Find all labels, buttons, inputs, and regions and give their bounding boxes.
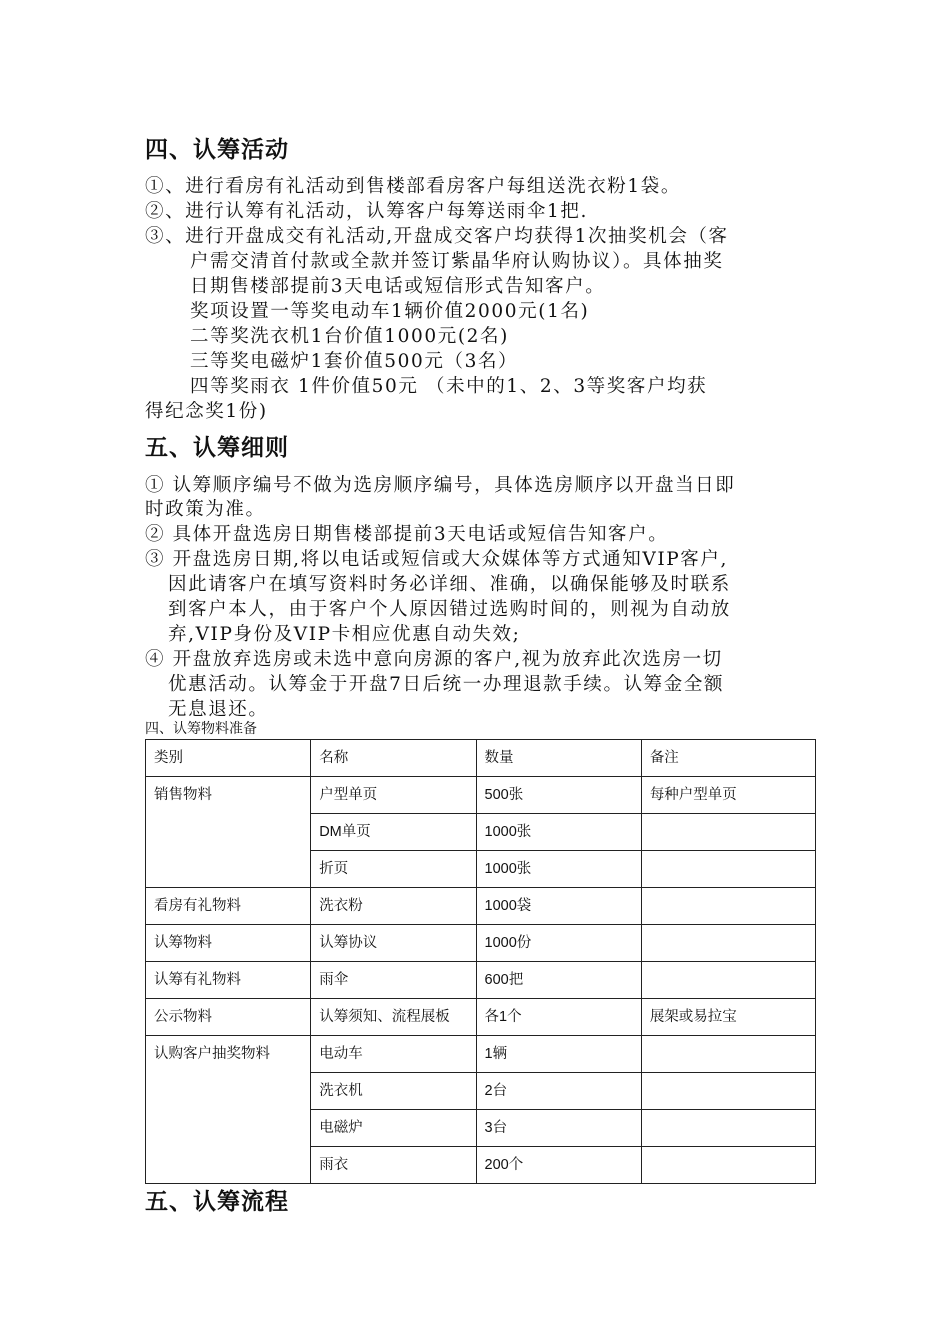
qty-cell: 1000袋 — [476, 888, 641, 925]
name-cell: 洗衣机 — [311, 1073, 476, 1110]
s5-line-4: ③ 开盘选房日期,将以电话或短信或大众媒体等方式通知VIP客户, — [145, 549, 728, 570]
s4-line-10: 得纪念奖1份) — [145, 401, 268, 422]
table-row — [146, 962, 816, 999]
category-cell: 看房有礼物料 — [146, 888, 311, 925]
table-row — [146, 925, 816, 962]
note-cell — [641, 925, 815, 962]
qty-cell: 500张 — [476, 777, 641, 814]
header-quantity: 数量 — [476, 740, 641, 777]
category-cell: 销售物料 — [146, 777, 311, 888]
name-cell: 电动车 — [311, 1036, 476, 1073]
table-caption: 四、认筹物料准备 — [145, 721, 257, 737]
s4-line-1: ①、进行看房有礼活动到售楼部看房客户每组送洗衣粉1袋。 — [145, 176, 681, 197]
qty-cell: 1000张 — [476, 814, 641, 851]
qty-cell: 3台 — [476, 1110, 641, 1147]
name-cell: 雨衣 — [311, 1147, 476, 1184]
s5-line-5: 因此请客户在填写资料时务必详细、准确，以确保能够及时联系 — [168, 574, 731, 595]
name-cell: 折页 — [311, 851, 476, 888]
s5-line-6: 到客户本人，由于客户个人原因错过选购时间的，则视为自动放 — [168, 599, 731, 620]
s4-line-3: ③、进行开盘成交有礼活动,开盘成交客户均获得1次抽奖机会（客 — [145, 226, 729, 247]
s4-line-9: 四等奖雨衣 1件价值50元 （未中的1、2、3等奖客户均获 — [190, 376, 708, 397]
qty-cell: 200个 — [476, 1147, 641, 1184]
qty-cell: 1000份 — [476, 925, 641, 962]
table-row — [146, 999, 816, 1036]
note-cell — [641, 1147, 815, 1184]
s4-line-8: 三等奖电磁炉1套价值500元（3名） — [190, 351, 519, 372]
table-header-row — [146, 740, 816, 777]
s4-line-7: 二等奖洗衣机1台价值1000元(2名) — [190, 326, 509, 347]
s5-line-1: ① 认筹顺序编号不做为选房顺序编号，具体选房顺序以开盘当日即 — [145, 475, 736, 496]
qty-cell: 1000张 — [476, 851, 641, 888]
name-cell: 雨伞 — [311, 962, 476, 999]
name-cell: 认筹协议 — [311, 925, 476, 962]
name-cell: 户型单页 — [311, 777, 476, 814]
qty-cell: 600把 — [476, 962, 641, 999]
section4-heading: 四、认筹活动 — [145, 137, 289, 163]
note-cell — [641, 1036, 815, 1073]
note-cell: 展架或易拉宝 — [641, 999, 815, 1036]
category-cell: 认购客户抽奖物料 — [146, 1036, 311, 1184]
s5-line-7: 弃,VIP身份及VIP卡相应优惠自动失效; — [168, 624, 521, 645]
table-row — [146, 888, 816, 925]
next-section-heading: 五、认筹流程 — [145, 1189, 289, 1215]
header-note: 备注 — [641, 740, 815, 777]
s5-line-9: 优惠活动。认筹金于开盘7日后统一办理退款手续。认筹金全额 — [168, 674, 725, 695]
s5-line-3: ② 具体开盘选房日期售楼部提前3天电话或短信告知客户。 — [145, 524, 669, 545]
note-cell — [641, 962, 815, 999]
s4-line-5: 日期售楼部提前3天电话或短信形式告知客户。 — [190, 276, 606, 297]
qty-cell: 1辆 — [476, 1036, 641, 1073]
s4-line-2: ②、进行认筹有礼活动，认筹客户每筹送雨伞1把. — [145, 201, 588, 222]
name-cell: 电磁炉 — [311, 1110, 476, 1147]
table-row — [146, 777, 816, 814]
qty-cell: 各1个 — [476, 999, 641, 1036]
note-cell — [641, 851, 815, 888]
s4-line-6: 奖项设置一等奖电动车1辆价值2000元(1名) — [190, 301, 590, 322]
materials-table — [145, 739, 816, 1184]
category-cell: 认筹有礼物料 — [146, 962, 311, 999]
category-cell: 公示物料 — [146, 999, 311, 1036]
s5-line-2: 时政策为准。 — [145, 499, 266, 520]
s5-line-8: ④ 开盘放弃选房或未选中意向房源的客户,视为放弃此次选房一切 — [145, 649, 723, 670]
name-cell: DM单页 — [311, 814, 476, 851]
section5-heading: 五、认筹细则 — [145, 435, 289, 461]
header-name: 名称 — [311, 740, 476, 777]
note-cell — [641, 1110, 815, 1147]
note-cell — [641, 814, 815, 851]
s5-line-10: 无息退还。 — [168, 699, 269, 720]
qty-cell: 2台 — [476, 1073, 641, 1110]
name-cell: 洗衣粉 — [311, 888, 476, 925]
note-cell — [641, 888, 815, 925]
note-cell — [641, 1073, 815, 1110]
header-category: 类别 — [146, 740, 311, 777]
s4-line-4: 户需交清首付款或全款并签订紫晶华府认购协议）。具体抽奖 — [190, 251, 724, 272]
note-cell: 每种户型单页 — [641, 777, 815, 814]
category-cell: 认筹物料 — [146, 925, 311, 962]
name-cell: 认筹须知、流程展板 — [311, 999, 476, 1036]
table-row — [146, 1036, 816, 1073]
